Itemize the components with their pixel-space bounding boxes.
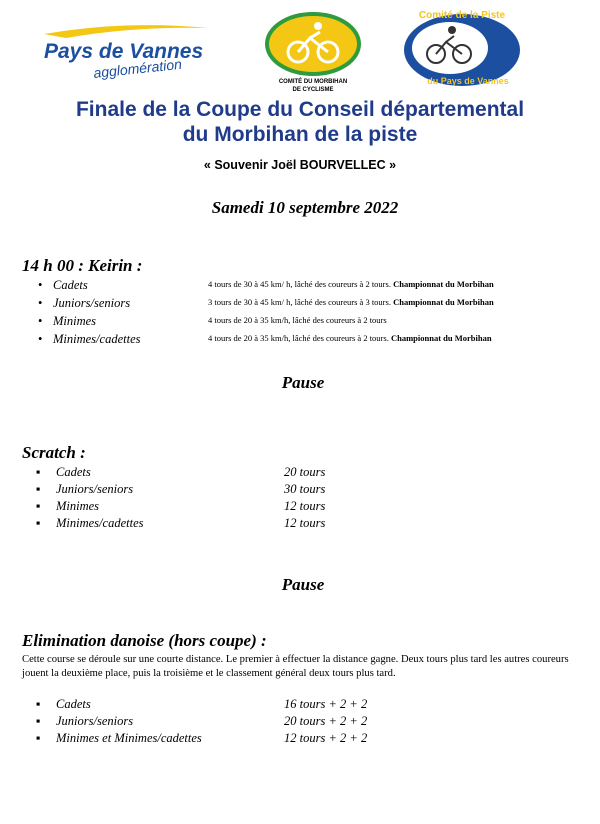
bullet: •: [38, 278, 43, 292]
list-item: [36, 731, 416, 748]
svg-text:COMITÉ DU MORBIHAN: COMITÉ DU MORBIHAN: [278, 79, 348, 85]
category: Juniors/seniors: [53, 296, 131, 310]
scratch-heading: Scratch :: [22, 443, 86, 462]
category: Minimes: [56, 499, 100, 513]
list-item: [36, 465, 376, 482]
bullet: •: [38, 314, 43, 328]
category: Minimes et Minimes/cadettes: [56, 731, 202, 745]
elimination-description: Cette course se déroule sur une courte distance. Le premier à effectuer la distance gagne. Deux tours plus tard les autres coureurs jouent la deuxième place, puis la troisième et le classement général deux tours plus tard.: [22, 654, 569, 679]
category: Cadets: [53, 278, 88, 292]
svg-text:du Pays de Vannes: du Pays de Vannes: [427, 76, 509, 86]
comite-piste-logo: [396, 4, 524, 88]
svg-text:Pays de Vannes: Pays de Vannes: [44, 40, 204, 63]
laps: 30 tours: [284, 482, 326, 496]
title-line-1: Finale de la Coupe du Conseil départemental: [75, 98, 525, 121]
category: Juniors/seniors: [56, 482, 134, 496]
category: Juniors/seniors: [56, 714, 134, 728]
category: Minimes: [53, 314, 97, 328]
laps: 20 tours + 2 + 2: [284, 714, 368, 728]
list-item: [36, 516, 376, 533]
detail: 4 tours de 30 à 45 km/ h, lâché des coureurs à 2 tours. Championnat du Morbihan: [208, 279, 494, 289]
bullet: ▪: [36, 731, 41, 745]
laps: 12 tours: [284, 516, 326, 530]
detail: 3 tours de 30 à 45 km/ h, lâché des coureurs à 3 tours. Championnat du Morbihan: [208, 297, 494, 307]
laps: 16 tours + 2 + 2: [284, 697, 368, 711]
event-date: Samedi 10 septembre 2022: [211, 198, 399, 217]
list-item: [38, 314, 578, 331]
laps: 12 tours + 2 + 2: [284, 731, 368, 745]
list-item: [36, 499, 376, 516]
list-item: [38, 296, 578, 313]
detail: 4 tours de 20 à 35 km/h, lâché des coureurs à 2 tours: [208, 315, 387, 325]
pause-2: Pause: [281, 575, 325, 594]
category: Minimes/cadettes: [53, 332, 141, 346]
bullet: •: [38, 296, 43, 310]
category: Minimes/cadettes: [56, 516, 144, 530]
comite-morbihan-logo: [258, 10, 368, 94]
list-item: [38, 278, 578, 295]
bullet: ▪: [36, 516, 41, 530]
title-line-2: du Morbihan de la piste: [182, 123, 418, 146]
bullet: ▪: [36, 714, 41, 728]
subtitle: « Souvenir Joël BOURVELLEC »: [203, 158, 397, 172]
bullet: ▪: [36, 482, 41, 496]
laps: 12 tours: [284, 499, 326, 513]
pause-1: Pause: [281, 373, 325, 392]
category: Cadets: [56, 697, 91, 711]
list-item: [36, 697, 416, 714]
detail: 4 tours de 20 à 35 km/h, lâché des coureurs à 2 tours. Championnat du Morbihan: [208, 333, 492, 343]
svg-text:DE CYCLISME: DE CYCLISME: [292, 87, 334, 93]
keirin-heading: 14 h 00 : Keirin :: [22, 256, 143, 275]
bullet: ▪: [36, 499, 41, 513]
svg-text:agglomération: agglomération: [92, 55, 183, 81]
bullet: •: [38, 332, 43, 346]
bullet: ▪: [36, 697, 41, 711]
category: Cadets: [56, 465, 91, 479]
laps: 20 tours: [284, 465, 326, 479]
pays-de-vannes-logo: [36, 12, 216, 84]
list-item: [36, 714, 416, 731]
elimination-heading: Elimination danoise (hors coupe) :: [22, 631, 267, 650]
bullet: ▪: [36, 465, 41, 479]
svg-text:Comité de la Piste: Comité de la Piste: [418, 10, 506, 21]
list-item: [36, 482, 376, 499]
list-item: [38, 332, 578, 349]
